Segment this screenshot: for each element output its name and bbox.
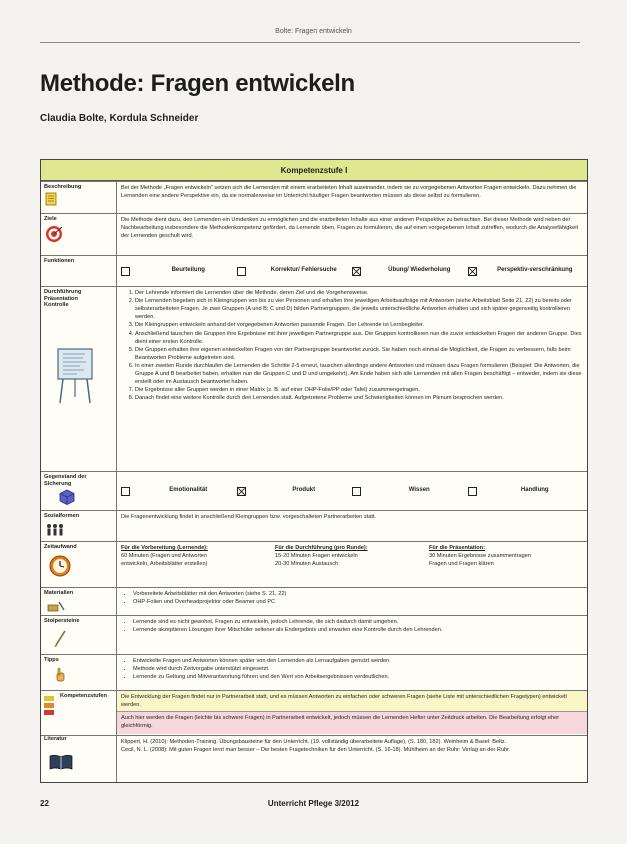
label-kompetenzstufen: Kompetenzstufen (41, 691, 117, 735)
text-beschreibung: Bei der Methode „Fragen entwickeln" setzen sich die Lernenden mit einem erarbeiteten Inhalt auseinander, indem sie zu vorgegebenen Antworten Fragen entwickeln. Dazu nehmen die Lernenden eine andere Perspektive ein, da sie normalerweise im Unterricht häufiger Fragen beantworten müssen als diese selbst zu formulieren. (121, 185, 577, 200)
step: 8. Danach findet eine weitere Kontrolle durch den Lernenden statt. Aufgetretene Probleme und Schwierigkeiten können im Plenum besprochen werden. (135, 394, 583, 402)
row-zeitaufwand (41, 541, 587, 587)
funktionen-checkboxes (121, 256, 583, 286)
clock-icon (49, 555, 71, 577)
target-icon (45, 225, 63, 243)
label-materialien: Materialien (41, 588, 117, 615)
checkbox-checked[interactable] (237, 487, 246, 496)
whiteboard-icon (55, 347, 95, 405)
row-stolpersteine (41, 615, 587, 654)
zeit-durchfuehrung: Für die Durchführung (pro Runde): 15-20 Minuten Fragen entwickeln 20-30 Minuten Austausch (275, 545, 368, 568)
pen-icon (53, 630, 67, 648)
list-item: • Lernende akzeptieren Lösungen ihrer Mitschüler seltener als Endergebnis und erwarten eine Kontrolle durch den Lehrenden. (133, 626, 583, 634)
hand-icon (53, 667, 67, 683)
people-icon (45, 523, 65, 537)
step: 4. Anschließend tauschen die Gruppen ihre Ergebnisse mit ihrer jeweiligen Partnergruppe aus. Die Gruppen kontrollieren nun die zuvor entwickelten Fragen der anderen Gruppe. Dies dient einer ersten Kontrolle. (135, 330, 583, 346)
check-emotionalitaet[interactable]: Emotionalität (121, 487, 237, 496)
stairs-icon (42, 694, 56, 716)
list-item: • Methode wird durch Zeitvorgabe unterstützt eingesetzt. (133, 665, 583, 673)
list-item: • Entwickelte Fragen und Antworten können später von den Lernenden als Lernaufgaben genutzt werden. (133, 657, 583, 665)
check-wissen[interactable]: Wissen (352, 487, 468, 496)
check-uebung[interactable]: Übung/ Wiederholung (352, 267, 468, 276)
label-tipps: Tipps (41, 655, 117, 690)
list-item: • Vorbereitete Arbeitsblätter mit den Antworten (siehe S. 21, 22) (133, 590, 583, 598)
step: 1. Der Lehrende informiert die Lernenden über die Methode, deren Ziel und die Vorgehensweise. (135, 289, 583, 297)
label-literatur: Literatur (41, 736, 117, 782)
tipps-list (121, 657, 583, 681)
row-tipps (41, 654, 587, 690)
label-ziele: Ziele (41, 214, 117, 255)
checkbox-checked[interactable] (352, 267, 361, 276)
row-kompetenzstufen (41, 690, 587, 735)
zeit-praesentation: Für die Präsentation: 30 Minuten Ergebnisse zusammentragen Fragen und Fragen klären (429, 545, 531, 568)
list-item: • OHP-Folien und Overheadprojektor oder Beamer und PC (133, 598, 583, 606)
check-produkt[interactable]: Produkt (237, 487, 353, 496)
page-number: 22 (40, 799, 49, 808)
step: 5. Die Gruppen erhalten ihre eigenen entwickelten Fragen von der Partnergruppe beantwortet zurück. Sie haben noch einmal die Möglichkeit, die Fragen zu verbessern, falls beim Beantworten Probleme aufgetreten sind. (135, 346, 583, 362)
label-gegenstand: Gegenstand der Sicherung (41, 472, 117, 510)
kompetenz-row1: Die Entwicklung der Fragen findet nur in Partnerarbeit statt, und es müssen Antworten zu einfachen oder schweren Fragen (siehe Liste mit unterschiedlichen Fragetypen) entwickelt werden. (117, 691, 587, 712)
literatur-ref: Klippert, H. (2010): Methoden-Training. Übungsbausteine für den Unterricht. (19. vollständig überarbeitete Auflage), (S. 180, 182). Weinheim & Basel: Beltz. (121, 739, 507, 745)
zeitaufwand-columns (121, 544, 583, 568)
book-icon (49, 754, 73, 770)
journal-name: Unterricht Pflege 3/2012 (267, 799, 360, 808)
literatur-ref: Cecil, N. L. (2008): Mit guten Fragen lernt man besser – Die besten Fragetechniken für den Unterricht. (S. 16-18). Mühlheim an der Ruhr: Verlag an der Ruhr. (121, 747, 511, 754)
table-header: Kompetenzstufe I (41, 160, 587, 181)
checkbox[interactable] (468, 487, 477, 496)
row-ziele (41, 213, 587, 255)
steps-list (121, 289, 583, 403)
checkbox-checked[interactable] (468, 267, 477, 276)
check-korrektur[interactable]: Korrektur/ Fehlersuche (237, 267, 353, 276)
text-ziele: Die Methode dient dazu, den Lernenden ein Umdenken zu ermöglichen und die erarbeiteten Inhalte aus einer anderen Perspektive zu betrachten. Bei dieser Methode wird neben der Nachbearbeitung insbesondere die Methodenkompetenz gefördert, da Lernende üben, Fragen zu formulieren, die auf einen vorgegebenen Inhalt zutreffen, wodurch die Analysefähigkeit der Lernenden geschult wird. (121, 217, 579, 240)
sicherung-checkboxes (121, 472, 583, 510)
list-item: • Lernende sind es nicht gewohnt, Fragen zu entwickeln, jedoch Lehrende, die sich dadurch damit umgehen. (133, 618, 583, 626)
cube-icon (59, 489, 75, 505)
materialien-list (121, 590, 583, 606)
checkbox[interactable] (237, 267, 246, 276)
row-literatur (41, 735, 587, 782)
step: 3. Die Kleingruppen entwickeln anhand der vorgegebenen Antworten passende Fragen. Der Lehrende ist Lernbegleiter. (135, 321, 583, 329)
document-icon (45, 192, 57, 206)
running-header: Bolte: Fragen entwickeln (275, 28, 352, 35)
step: 6. In einer zweiten Runde durchlaufen die Lernenden die Schritte 2-5 erneut, tauschen allerdings andere Antworten und müssen dazu Fragen formulieren (Beispiel: Die Antworten, die Gruppe A und B bearbeitet haben, erhalten nun die Gruppen C und D und umgekehrt). Am Ende haben sich alle Lernenden mit allen Fragen beschäftigt – entweder, indem sie diese erstellt oder im Austausch beantwortet haben. (135, 362, 583, 386)
label-durchfuehrung: Durchführung Präsentation Kontrolle (41, 287, 117, 471)
zeit-vorbereitung: Für die Vorbereitung (Lernende): 60 Minuten (Fragen und Antworten entwickeln, Arbeitsblätter erstellen) (121, 545, 208, 568)
header-rule (40, 42, 580, 43)
checkbox[interactable] (121, 487, 130, 496)
row-beschreibung (41, 181, 587, 213)
method-table (40, 159, 588, 783)
checkbox[interactable] (352, 487, 361, 496)
label-beschreibung: Beschreibung (41, 182, 117, 213)
label-sozialformen: Sozialformen (41, 511, 117, 541)
label-stolpersteine: Stolpersteine (41, 616, 117, 654)
row-materialien (41, 587, 587, 615)
checkbox[interactable] (121, 267, 130, 276)
step: 7. Die Ergebnisse aller Gruppen werden in einer Matrix (z. B. auf einer OHP-Folie/PP oder Tafel) zusammengetragen. (135, 386, 583, 394)
step: 2. Die Lernenden begeben sich in Kleingruppen von bis zu vier Personen und erhalten ihre jeweiligen Arbeitsaufträge mit Antworten (siehe Arbeitsblatt Seite 21, 22) zu bereits oder selbsterarbeiteten Fragen. Je zwei Gruppen (A und B; C und D) bilden Partnergruppen, die jeweils unterschiedliche Antworten erhalten und sich später gegenseitig kontrollieren werden. (135, 297, 583, 321)
check-beurteilung[interactable]: Beurteilung (121, 267, 237, 276)
kompetenz-row2: Auch hier werden die Fragen (leichte bis schwere Fragen) in Partnerarbeit entwickelt, jedoch müssen die Lernenden Hefter unter Zeitdruck arbeiten. Die Bearbeitung erfolgt eher gleichförmig. (117, 712, 587, 734)
page-title: Methode: Fragen entwickeln (40, 70, 355, 97)
authors: Claudia Bolte, Kordula Schneider (40, 113, 199, 124)
row-funktionen (41, 255, 587, 286)
check-handlung[interactable]: Handlung (468, 487, 584, 496)
row-durchfuehrung (41, 286, 587, 471)
list-item: • Lernende zu Geltung und Mitverantwortung führen und den Wert von Arbeitsergebnissen verdeutlichen. (133, 673, 583, 681)
label-zeitaufwand: Zeitaufwand (41, 542, 117, 587)
text-sozialformen: Die Fragenentwicklung findet in anschließend Kleingruppen bzw. vorgeschalteten Partnerarbeiten statt. (121, 514, 376, 520)
row-sozialformen (41, 510, 587, 541)
check-perspektiv[interactable]: Perspektiv-verschränkung (468, 267, 584, 276)
row-gegenstand (41, 471, 587, 510)
tools-icon (47, 600, 65, 612)
stolpersteine-list (121, 618, 583, 634)
label-funktionen: Funktionen (41, 256, 117, 286)
